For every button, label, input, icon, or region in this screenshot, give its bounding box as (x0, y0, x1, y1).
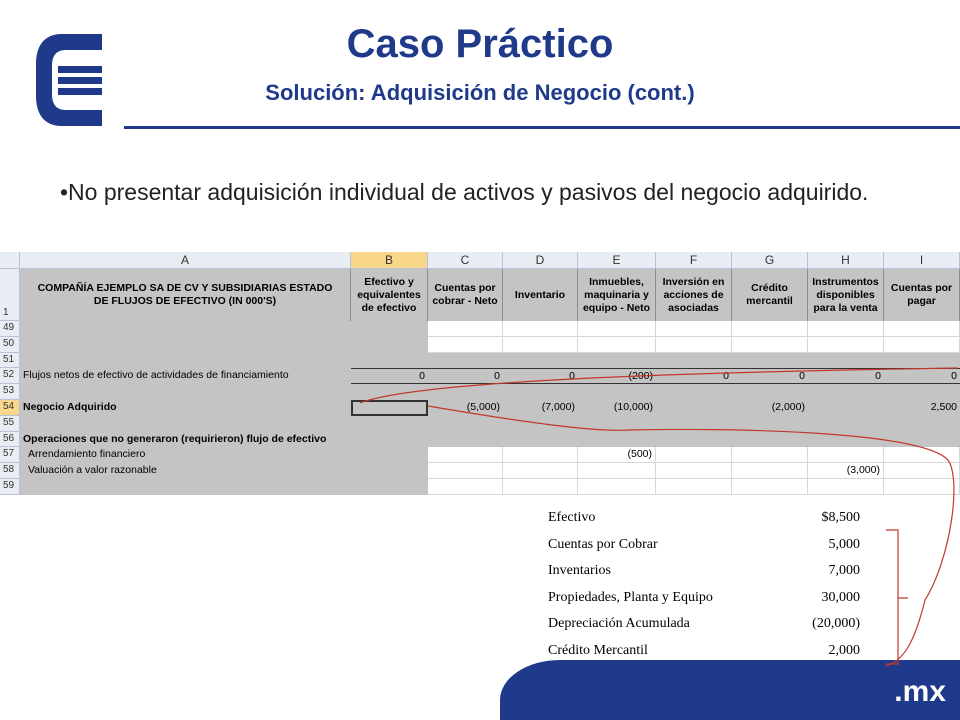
column-title-cell[interactable]: Inversión en acciones de asociadas (656, 269, 732, 321)
column-title-cell[interactable]: Cuentas por cobrar - Neto (428, 269, 503, 321)
value-cell[interactable] (732, 321, 808, 337)
value-cell[interactable] (503, 321, 578, 337)
value-cell[interactable] (578, 353, 656, 369)
summary-item-label: Depreciación Acumulada (548, 616, 690, 631)
row-label-cell[interactable] (20, 321, 351, 337)
value-cell[interactable] (578, 384, 656, 400)
summary-bracket (886, 530, 908, 664)
value-cell[interactable]: 0 (503, 368, 578, 384)
summary-item-label: Efectivo (548, 510, 596, 525)
value-cell[interactable] (808, 353, 884, 369)
value-cell[interactable] (578, 321, 656, 337)
value-cell[interactable] (503, 463, 578, 479)
value-cell[interactable] (351, 432, 428, 448)
value-cell[interactable]: (2,000) (732, 400, 808, 416)
summary-item-value: 5,000 (828, 536, 860, 552)
summary-item-label: Cuentas por Cobrar (548, 536, 658, 552)
row-header-59[interactable]: 59 (0, 479, 20, 495)
value-cell[interactable] (808, 337, 884, 353)
row-header-55[interactable]: 55 (0, 416, 20, 432)
value-cell[interactable] (884, 321, 960, 337)
row-label-cell[interactable]: Negocio Adquirido (20, 400, 351, 416)
value-cell[interactable] (732, 416, 808, 432)
summary-row (548, 616, 874, 636)
page-subtitle: Solución: Adquisición de Negocio (cont.) (265, 80, 695, 105)
selected-cell[interactable] (351, 400, 428, 416)
column-header-g[interactable]: G (732, 252, 808, 269)
value-cell[interactable]: (200) (578, 368, 656, 384)
value-cell[interactable] (428, 479, 503, 495)
value-cell[interactable] (732, 353, 808, 369)
value-cell[interactable]: 2,500 (884, 400, 960, 416)
value-cell[interactable] (503, 353, 578, 369)
value-cell[interactable] (351, 321, 428, 337)
footer-banner (500, 660, 960, 720)
value-cell[interactable] (808, 447, 884, 463)
column-title-cell[interactable]: Cuentas por pagar (884, 269, 960, 321)
value-cell[interactable]: 0 (732, 368, 808, 384)
value-cell[interactable] (428, 432, 503, 448)
column-header-c[interactable]: C (428, 252, 503, 269)
value-cell[interactable] (503, 337, 578, 353)
row-header-58[interactable]: 58 (0, 463, 20, 479)
value-cell[interactable] (656, 447, 732, 463)
value-cell[interactable] (503, 416, 578, 432)
summary-row (548, 510, 874, 530)
value-cell[interactable]: 0 (351, 368, 428, 384)
row-label-cell[interactable]: Arrendamiento financiero (20, 447, 351, 463)
value-cell[interactable] (503, 384, 578, 400)
value-cell[interactable] (656, 384, 732, 400)
value-cell[interactable]: (500) (578, 447, 656, 463)
row-label-cell[interactable] (20, 384, 351, 400)
value-cell[interactable] (351, 463, 428, 479)
select-all-corner[interactable] (0, 252, 20, 269)
value-cell[interactable] (884, 353, 960, 369)
header-divider (124, 126, 960, 129)
summary-item-value: 7,000 (828, 563, 860, 578)
value-cell[interactable] (428, 463, 503, 479)
column-header-f[interactable]: F (656, 252, 732, 269)
row-header-1[interactable]: 1 (0, 269, 20, 321)
value-cell[interactable] (656, 353, 732, 369)
row-label-cell[interactable] (20, 479, 351, 495)
summary-item-label: Propiedades, Planta y Equipo (548, 589, 713, 605)
row-header-53[interactable]: 53 (0, 384, 20, 400)
summary-item-value: 2,000 (828, 642, 860, 658)
row-header-57[interactable]: 57 (0, 447, 20, 463)
value-cell[interactable] (808, 479, 884, 495)
summary-item-value: (20,000) (812, 616, 860, 631)
column-title-cell[interactable]: Efectivo y equivalentes de efectivo (351, 269, 428, 321)
row-header-51[interactable]: 51 (0, 353, 20, 369)
row-header-49[interactable]: 49 (0, 321, 20, 337)
value-cell[interactable] (732, 463, 808, 479)
row-header-50[interactable]: 50 (0, 337, 20, 353)
value-cell[interactable] (884, 416, 960, 432)
value-cell[interactable] (578, 479, 656, 495)
value-cell[interactable] (428, 353, 503, 369)
value-cell[interactable] (732, 384, 808, 400)
row-label-cell[interactable] (20, 337, 351, 353)
column-header-d[interactable]: D (503, 252, 578, 269)
summary-item-label: Inventarios (548, 563, 611, 578)
value-cell[interactable] (428, 447, 503, 463)
value-cell[interactable] (428, 416, 503, 432)
column-title-cell[interactable]: Crédito mercantil (732, 269, 808, 321)
value-cell[interactable] (808, 400, 884, 416)
value-cell[interactable] (351, 384, 428, 400)
value-cell[interactable]: 0 (808, 368, 884, 384)
summary-row (548, 537, 874, 557)
spreadsheet (0, 252, 960, 496)
value-cell[interactable] (732, 337, 808, 353)
value-cell[interactable] (656, 432, 732, 448)
value-cell[interactable] (503, 432, 578, 448)
value-cell[interactable] (351, 353, 428, 369)
value-cell[interactable]: (3,000) (808, 463, 884, 479)
value-cell[interactable] (578, 337, 656, 353)
row-label-cell[interactable]: Operaciones que no generaron (requirieron) flujo de efectivo (20, 432, 351, 448)
value-cell[interactable] (732, 447, 808, 463)
footer-domain-text: .mx (894, 675, 946, 708)
column-header-e[interactable]: E (578, 252, 656, 269)
row-label-cell[interactable]: Valuación a valor razonable (20, 463, 351, 479)
value-cell[interactable] (884, 447, 960, 463)
column-title-cell[interactable]: Inventario (503, 269, 578, 321)
value-cell[interactable] (656, 337, 732, 353)
value-cell[interactable] (884, 384, 960, 400)
summary-row (548, 590, 874, 610)
value-cell[interactable]: (7,000) (503, 400, 578, 416)
value-cell[interactable] (808, 384, 884, 400)
value-cell[interactable]: 0 (428, 368, 503, 384)
value-cell[interactable] (808, 321, 884, 337)
page-title: Caso Práctico (346, 22, 614, 66)
value-cell[interactable]: (5,000) (428, 400, 503, 416)
value-cell[interactable] (503, 447, 578, 463)
value-cell[interactable] (884, 432, 960, 448)
summary-item-value: $8,500 (821, 510, 860, 525)
row-header-54[interactable]: 54 (0, 400, 20, 416)
value-cell[interactable] (656, 479, 732, 495)
value-cell[interactable] (884, 337, 960, 353)
summary-item-label: Crédito Mercantil (548, 642, 648, 658)
value-cell[interactable] (808, 432, 884, 448)
value-cell[interactable] (351, 479, 428, 495)
value-cell[interactable] (351, 416, 428, 432)
value-cell[interactable] (884, 479, 960, 495)
column-title-cell[interactable]: COMPAÑÍA EJEMPLO SA DE CV Y SUBSIDIARIAS ESTADO DE FLUJOS DE EFECTIVO (IN 000'S) (20, 269, 351, 321)
column-header-a[interactable]: A (20, 252, 351, 269)
value-cell[interactable] (503, 479, 578, 495)
row-header-56[interactable]: 56 (0, 432, 20, 448)
value-cell[interactable] (656, 400, 732, 416)
value-cell[interactable] (884, 463, 960, 479)
value-cell[interactable] (578, 463, 656, 479)
row-label-cell[interactable] (20, 416, 351, 432)
summary-row (548, 563, 874, 583)
value-cell[interactable] (578, 432, 656, 448)
value-cell[interactable] (428, 337, 503, 353)
column-header-i[interactable]: I (884, 252, 960, 269)
row-label-cell[interactable]: Flujos netos de efectivo de actividades de financiamiento (20, 368, 351, 384)
value-cell[interactable]: 0 (656, 368, 732, 384)
summary-item-value: 30,000 (821, 589, 860, 605)
value-cell[interactable] (656, 463, 732, 479)
value-cell[interactable] (578, 416, 656, 432)
bullet-text: •No presentar adquisición individual de activos y pasivos del negocio adquirido. (60, 179, 869, 205)
value-cell[interactable] (351, 337, 428, 353)
column-header-h[interactable]: H (808, 252, 884, 269)
column-title-cell[interactable]: Inmuebles, maquinaria y equipo - Neto (578, 269, 656, 321)
value-cell[interactable] (656, 321, 732, 337)
column-header-b[interactable]: B (351, 252, 428, 269)
row-header-52[interactable]: 52 (0, 368, 20, 384)
value-cell[interactable] (732, 432, 808, 448)
value-cell[interactable] (732, 479, 808, 495)
value-cell[interactable] (808, 416, 884, 432)
value-cell[interactable]: 0 (884, 368, 960, 384)
value-cell[interactable] (428, 384, 503, 400)
column-title-cell[interactable]: Instrumentos disponibles para la venta (808, 269, 884, 321)
row-label-cell[interactable] (20, 353, 351, 369)
value-cell[interactable] (428, 321, 503, 337)
value-cell[interactable] (656, 416, 732, 432)
value-cell[interactable]: (10,000) (578, 400, 656, 416)
value-cell[interactable] (351, 447, 428, 463)
